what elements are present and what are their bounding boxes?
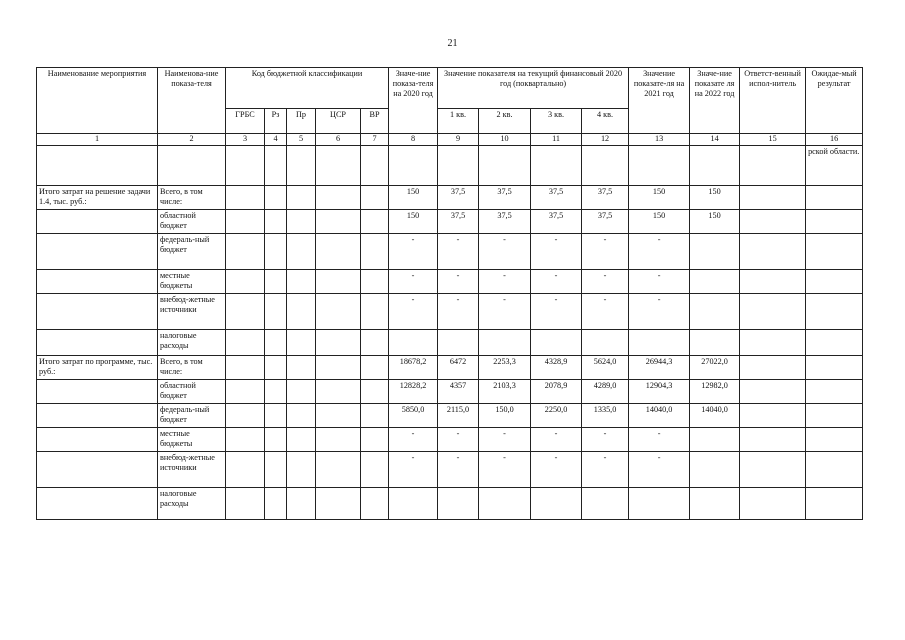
q1-cell: 37,5	[438, 186, 479, 210]
table-row	[37, 380, 863, 404]
empty-cell	[361, 294, 389, 330]
row-name-cell	[37, 452, 158, 488]
column-index-cell: 13	[629, 134, 690, 146]
header-name: Наименование мероприятия	[37, 68, 158, 134]
value-2021-cell	[629, 488, 690, 520]
header-responsible: Ответст-венный испол-нитель	[740, 68, 806, 134]
subheader-q2: 2 кв.	[479, 109, 531, 134]
empty-cell	[226, 270, 265, 294]
subheader-vr: ВР	[361, 109, 389, 134]
q3-cell: 37,5	[531, 186, 582, 210]
empty-cell	[287, 428, 316, 452]
empty-cell	[806, 380, 863, 404]
empty-cell	[226, 488, 265, 520]
empty-cell	[806, 210, 863, 234]
value-2022-cell	[690, 452, 740, 488]
empty-cell	[361, 186, 389, 210]
expected-result-cell: рской области.	[806, 146, 863, 186]
table-row	[37, 404, 863, 428]
header-value-2022: Значе-ние показате ля на 2022 год	[690, 68, 740, 134]
q2-cell: -	[479, 270, 531, 294]
value-2021-cell: -	[629, 428, 690, 452]
table-row	[37, 294, 863, 330]
table-row	[37, 146, 863, 186]
table-row	[37, 488, 863, 520]
empty-cell	[316, 380, 361, 404]
empty-cell	[361, 270, 389, 294]
value-2021-cell: 14040,0	[629, 404, 690, 428]
q4-cell: 5624,0	[582, 356, 629, 380]
empty-cell	[740, 428, 806, 452]
empty-cell	[361, 234, 389, 270]
row-indicator-cell: местные бюджеты	[158, 428, 226, 452]
column-index-cell: 8	[389, 134, 438, 146]
value-2020-cell: 5850,0	[389, 404, 438, 428]
q2-cell: 2253,3	[479, 356, 531, 380]
row-name-cell	[37, 210, 158, 234]
empty-cell	[265, 294, 287, 330]
q4-cell	[582, 488, 629, 520]
header-current-year: Значение показателя на текущий финансовый 2020 год (поквартально)	[438, 68, 629, 109]
column-index-cell: 1	[37, 134, 158, 146]
empty-cell	[806, 488, 863, 520]
value-2020-cell: -	[389, 294, 438, 330]
empty-cell	[740, 210, 806, 234]
empty-cell	[806, 186, 863, 210]
q1-cell	[438, 488, 479, 520]
row-indicator-cell: областной бюджет	[158, 380, 226, 404]
empty-cell	[361, 330, 389, 356]
value-2020-cell: 12828,2	[389, 380, 438, 404]
value-2022-cell	[690, 428, 740, 452]
row-name-cell	[37, 428, 158, 452]
row-name-cell: Итого затрат по программе, тыс. руб.:	[37, 356, 158, 380]
q1-cell: -	[438, 452, 479, 488]
empty-cell	[287, 330, 316, 356]
q4-cell: -	[582, 270, 629, 294]
empty-cell	[287, 270, 316, 294]
q3-cell: 2078,9	[531, 380, 582, 404]
q4-cell: -	[582, 294, 629, 330]
row-name-cell	[37, 294, 158, 330]
q4-cell: -	[582, 428, 629, 452]
column-index-cell: 7	[361, 134, 389, 146]
empty-cell	[265, 330, 287, 356]
empty-cell	[226, 210, 265, 234]
row-name-cell	[37, 488, 158, 520]
row-indicator-cell: Всего, в том числе:	[158, 356, 226, 380]
empty-cell	[226, 186, 265, 210]
header-value-2021: Значение показате-ля на 2021 год	[629, 68, 690, 134]
empty-cell	[806, 356, 863, 380]
empty-cell	[740, 356, 806, 380]
value-2022-cell: 12982,0	[690, 380, 740, 404]
empty-cell	[287, 452, 316, 488]
empty-cell	[806, 234, 863, 270]
value-2020-cell	[389, 488, 438, 520]
row-name-cell	[37, 270, 158, 294]
q1-cell: 6472	[438, 356, 479, 380]
column-index-cell: 16	[806, 134, 863, 146]
q2-cell: -	[479, 294, 531, 330]
q3-cell	[531, 488, 582, 520]
empty-cell	[226, 330, 265, 356]
value-2022-cell	[690, 234, 740, 270]
subheader-rz: Рз	[265, 109, 287, 134]
empty-cell	[265, 452, 287, 488]
header-budget-code: Код бюджетной классификации	[226, 68, 389, 109]
empty-cell	[287, 380, 316, 404]
header-value-2020: Значе-ние показа-теля на 2020 год	[389, 68, 438, 134]
row-name-cell	[37, 234, 158, 270]
column-index-cell: 15	[740, 134, 806, 146]
q3-cell	[531, 330, 582, 356]
empty-cell	[740, 404, 806, 428]
empty-cell	[361, 210, 389, 234]
q4-cell: 37,5	[582, 186, 629, 210]
page-number: 21	[447, 38, 458, 49]
subheader-grbs: ГРБС	[226, 109, 265, 134]
value-2020-cell: 18678,2	[389, 356, 438, 380]
q1-cell: 2115,0	[438, 404, 479, 428]
value-2020-cell: 150	[389, 210, 438, 234]
header-row	[37, 68, 863, 109]
empty-cell	[265, 488, 287, 520]
value-2020-cell: -	[389, 452, 438, 488]
table-row	[37, 270, 863, 294]
empty-cell	[806, 330, 863, 356]
empty-cell	[265, 186, 287, 210]
empty-cell	[265, 270, 287, 294]
column-index-cell: 6	[316, 134, 361, 146]
q2-cell: -	[479, 452, 531, 488]
value-2021-cell: 150	[629, 186, 690, 210]
q4-cell: 1335,0	[582, 404, 629, 428]
value-2022-cell	[690, 488, 740, 520]
q4-cell: -	[582, 234, 629, 270]
subheader-pr: Пр	[287, 109, 316, 134]
row-indicator-cell: внебюд-жетные источники	[158, 452, 226, 488]
table-row	[37, 234, 863, 270]
row-indicator-cell: Всего, в том числе:	[158, 186, 226, 210]
empty-cell	[265, 428, 287, 452]
q1-cell: -	[438, 294, 479, 330]
column-index-row	[37, 134, 863, 146]
row-name-cell	[37, 330, 158, 356]
empty-cell	[806, 270, 863, 294]
q3-cell: 4328,9	[531, 356, 582, 380]
q2-cell	[479, 330, 531, 356]
empty-cell	[740, 294, 806, 330]
empty-cell	[226, 380, 265, 404]
empty-cell	[226, 234, 265, 270]
table-row	[37, 186, 863, 210]
empty-cell	[316, 356, 361, 380]
q3-cell: 37,5	[531, 210, 582, 234]
empty-cell	[316, 294, 361, 330]
empty-cell	[287, 186, 316, 210]
value-2022-cell	[690, 294, 740, 330]
q2-cell	[479, 488, 531, 520]
row-name-cell	[37, 404, 158, 428]
column-index-cell: 4	[265, 134, 287, 146]
empty-cell	[265, 356, 287, 380]
empty-cell	[740, 270, 806, 294]
q2-cell: 2103,3	[479, 380, 531, 404]
subheader-csr: ЦСР	[316, 109, 361, 134]
empty-cell	[316, 210, 361, 234]
column-index-cell: 14	[690, 134, 740, 146]
empty-cell	[316, 428, 361, 452]
empty-cell	[361, 356, 389, 380]
row-indicator-cell: внебюд-жетные источники	[158, 294, 226, 330]
empty-cell	[316, 452, 361, 488]
empty-cell	[316, 488, 361, 520]
q1-cell	[438, 330, 479, 356]
empty-cell	[740, 452, 806, 488]
empty-cell	[361, 452, 389, 488]
header-indicator: Наименова-ние показа-теля	[158, 68, 226, 134]
q1-cell: 37,5	[438, 210, 479, 234]
empty-cell	[806, 294, 863, 330]
empty-cell	[226, 356, 265, 380]
subheader-q4: 4 кв.	[582, 109, 629, 134]
q2-cell: -	[479, 234, 531, 270]
value-2021-cell: 26944,3	[629, 356, 690, 380]
column-index-cell: 3	[226, 134, 265, 146]
empty-cell	[316, 270, 361, 294]
empty-cell	[226, 428, 265, 452]
value-2021-cell: -	[629, 270, 690, 294]
q3-cell: -	[531, 294, 582, 330]
empty-cell	[287, 210, 316, 234]
value-2022-cell: 150	[690, 186, 740, 210]
q2-cell: -	[479, 428, 531, 452]
q2-cell: 150,0	[479, 404, 531, 428]
empty-cell	[740, 330, 806, 356]
empty-cell	[226, 294, 265, 330]
q2-cell: 37,5	[479, 186, 531, 210]
value-2020-cell	[389, 330, 438, 356]
q4-cell: 37,5	[582, 210, 629, 234]
q2-cell: 37,5	[479, 210, 531, 234]
q4-cell: -	[582, 452, 629, 488]
empty-cell	[287, 356, 316, 380]
table-row	[37, 330, 863, 356]
value-2021-cell: 12904,3	[629, 380, 690, 404]
q4-cell	[582, 330, 629, 356]
q4-cell: 4289,0	[582, 380, 629, 404]
empty-cell	[287, 234, 316, 270]
subheader-q3: 3 кв.	[531, 109, 582, 134]
value-2022-cell	[690, 270, 740, 294]
empty-cell	[806, 452, 863, 488]
empty-cell	[361, 380, 389, 404]
value-2022-cell: 14040,0	[690, 404, 740, 428]
value-2022-cell: 150	[690, 210, 740, 234]
value-2022-cell	[690, 330, 740, 356]
empty-cell	[316, 404, 361, 428]
empty-cell	[226, 404, 265, 428]
empty-cell	[361, 428, 389, 452]
value-2021-cell	[629, 330, 690, 356]
row-indicator-cell: местные бюджеты	[158, 270, 226, 294]
row-indicator-cell: федераль-ный бюджет	[158, 234, 226, 270]
q3-cell: 2250,0	[531, 404, 582, 428]
q3-cell: -	[531, 428, 582, 452]
empty-cell	[226, 452, 265, 488]
table-row	[37, 356, 863, 380]
column-index-cell: 9	[438, 134, 479, 146]
value-2021-cell: -	[629, 452, 690, 488]
empty-cell	[740, 234, 806, 270]
empty-cell	[361, 488, 389, 520]
empty-cell	[265, 380, 287, 404]
empty-cell	[316, 330, 361, 356]
column-index-cell: 10	[479, 134, 531, 146]
row-indicator-cell: областной бюджет	[158, 210, 226, 234]
value-2022-cell: 27022,0	[690, 356, 740, 380]
column-index-cell: 2	[158, 134, 226, 146]
row-name-cell: Итого затрат на решение задачи 1.4, тыс. руб.:	[37, 186, 158, 210]
empty-cell	[806, 428, 863, 452]
table-row	[37, 452, 863, 488]
q1-cell: -	[438, 428, 479, 452]
empty-cell	[740, 488, 806, 520]
empty-cell	[287, 488, 316, 520]
empty-cell	[287, 404, 316, 428]
column-index-cell: 12	[582, 134, 629, 146]
value-2020-cell: -	[389, 428, 438, 452]
empty-cell	[316, 234, 361, 270]
q1-cell: -	[438, 234, 479, 270]
value-2020-cell: 150	[389, 186, 438, 210]
empty-cell	[316, 186, 361, 210]
row-indicator-cell: налоговые расходы	[158, 488, 226, 520]
q3-cell: -	[531, 234, 582, 270]
budget-table	[36, 67, 863, 520]
row-name-cell	[37, 380, 158, 404]
subheader-q1: 1 кв.	[438, 109, 479, 134]
column-index-cell: 5	[287, 134, 316, 146]
table-row	[37, 428, 863, 452]
value-2021-cell: 150	[629, 210, 690, 234]
empty-cell	[287, 294, 316, 330]
empty-cell	[361, 404, 389, 428]
header-expected-result: Ожидае-мый результат	[806, 68, 863, 134]
column-index-cell: 11	[531, 134, 582, 146]
empty-cell	[265, 210, 287, 234]
q3-cell: -	[531, 270, 582, 294]
row-indicator-cell: федераль-ный бюджет	[158, 404, 226, 428]
empty-cell	[265, 404, 287, 428]
value-2021-cell: -	[629, 294, 690, 330]
empty-cell	[740, 186, 806, 210]
row-indicator-cell: налоговые расходы	[158, 330, 226, 356]
table-row	[37, 210, 863, 234]
q3-cell: -	[531, 452, 582, 488]
empty-cell	[806, 404, 863, 428]
empty-cell	[265, 234, 287, 270]
value-2021-cell: -	[629, 234, 690, 270]
q1-cell: -	[438, 270, 479, 294]
q1-cell: 4357	[438, 380, 479, 404]
value-2020-cell: -	[389, 234, 438, 270]
empty-cell	[740, 380, 806, 404]
value-2020-cell: -	[389, 270, 438, 294]
